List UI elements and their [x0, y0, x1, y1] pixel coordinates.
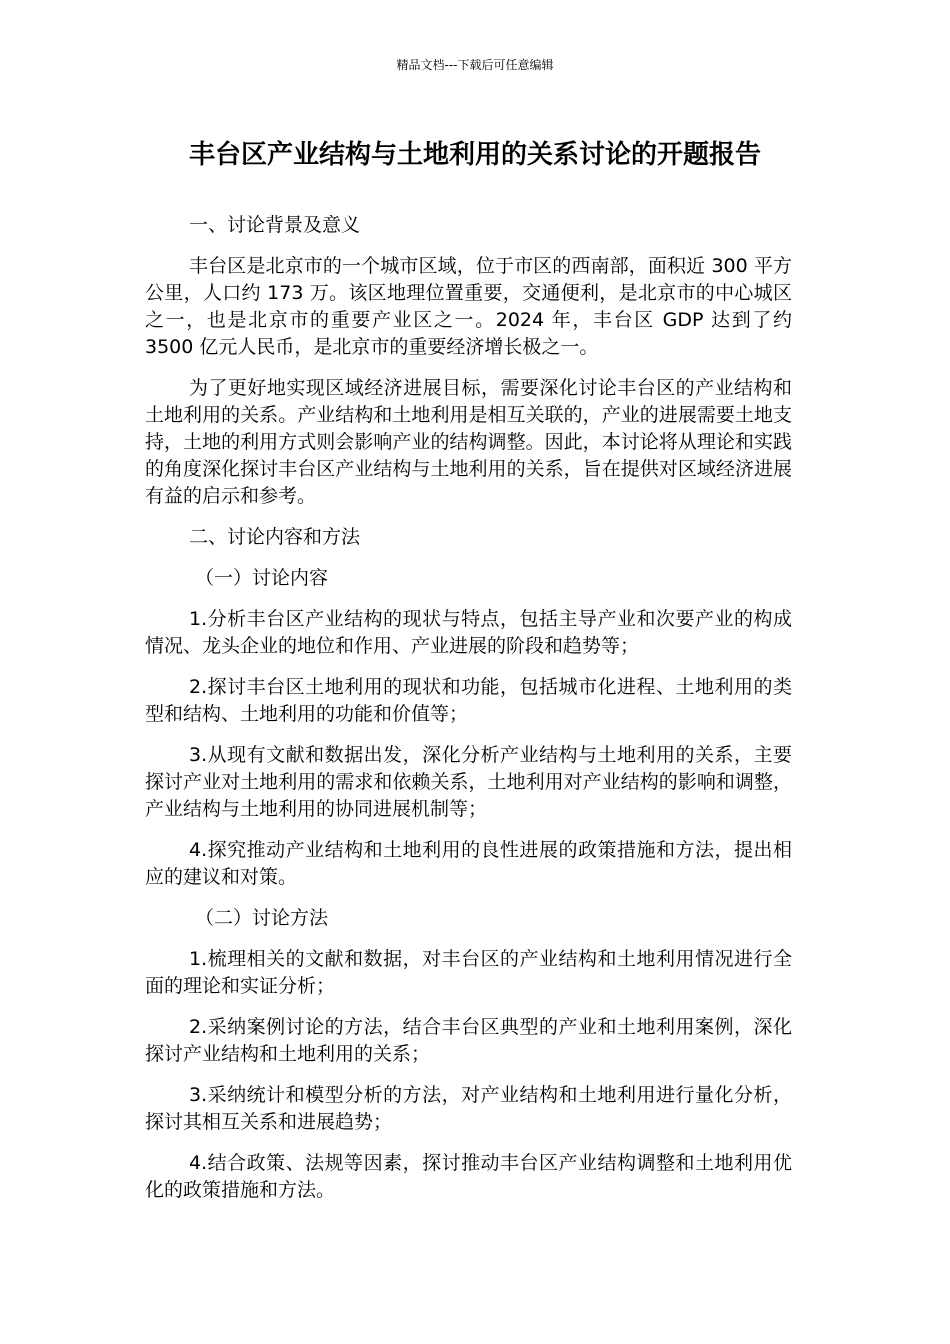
list-item: 4.探究推动产业结构和土地利用的良性进展的政策措施和方法，提出相应的建议和对策。	[145, 839, 792, 888]
list-item: 2.采纳案例讨论的方法，结合丰台区典型的产业和土地利用案例，深化探讨产业结构和土地利用的关系；	[145, 1016, 792, 1065]
document-body	[145, 212, 792, 1218]
section-heading: 一、讨论背景及意义	[189, 214, 361, 236]
list-item: 4.结合政策、法规等因素，探讨推动丰台区产业结构调整和土地利用优化的政策措施和方法。	[145, 1152, 792, 1201]
paragraph: 为了更好地实现区域经济进展目标，需要深化讨论丰台区的产业结构和土地利用的关系。产业结构和土地利用是相互关联的，产业的进展需要土地支持，土地的利用方式则会影响产业的结构调整。因此，本讨论将从理论和实践的角度深化探讨丰台区产业结构与土地利用的关系，旨在提供对区域经济进展有益的启示和参考。	[145, 377, 792, 507]
list-item: 3.从现有文献和数据出发，深化分析产业结构与土地利用的关系，主要探讨产业对土地利用的需求和依赖关系，土地利用对产业结构的影响和调整，产业结构与土地利用的协同进展机制等；	[145, 744, 792, 820]
list-item: 3.采纳统计和模型分析的方法，对产业结构和土地利用进行量化分析，探讨其相互关系和进展趋势；	[145, 1084, 792, 1133]
list-item: 1.梳理相关的文献和数据，对丰台区的产业结构和土地利用情况进行全面的理论和实证分析；	[145, 948, 792, 997]
header-note: 精品文档---下载后可任意编辑	[396, 58, 554, 72]
document-title: 丰台区产业结构与土地利用的关系讨论的开题报告	[188, 140, 761, 170]
paragraph: 丰台区是北京市的一个城市区域，位于市区的西南部，面积近 300 平方公里，人口约 173 万。该区地理位置重要，交通便利，是北京市的中心城区之一，也是北京市的重要产业区之一。2024 年，丰台区 GDP 达到了约 3500 亿元人民币，是北京市的重要经济增长极之一。	[145, 255, 792, 358]
subsection-heading: （一）讨论内容	[195, 567, 329, 589]
section-heading: 二、讨论内容和方法	[189, 526, 361, 548]
list-item: 2.探讨丰台区土地利用的现状和功能，包括城市化进程、土地利用的类型和结构、土地利用的功能和价值等；	[145, 676, 792, 725]
subsection-heading: （二）讨论方法	[195, 907, 329, 929]
list-item: 1.分析丰台区产业结构的现状与特点，包括主导产业和次要产业的构成情况、龙头企业的地位和作用、产业进展的阶段和趋势等；	[145, 608, 792, 657]
